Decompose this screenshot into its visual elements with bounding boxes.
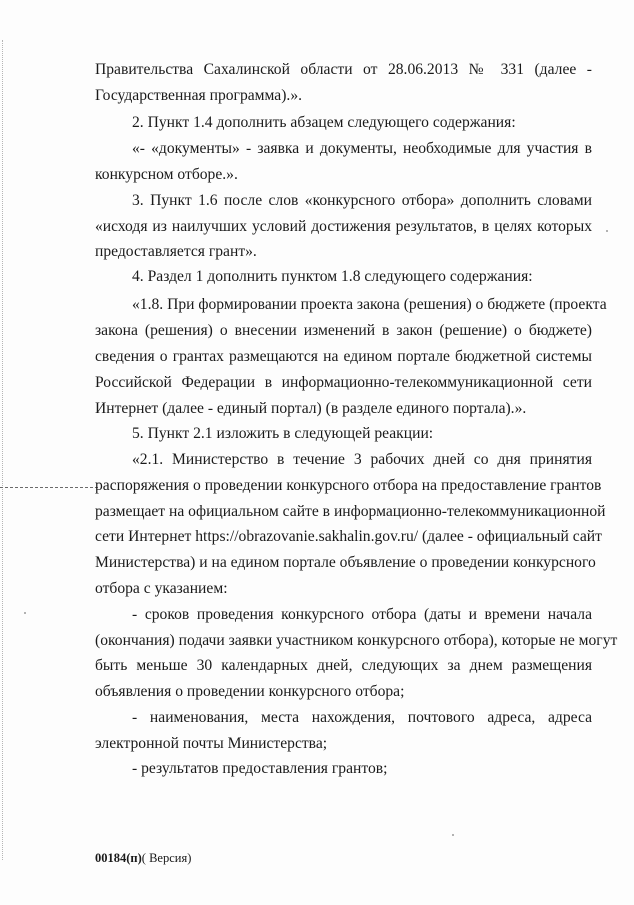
text-line: конкурсном отборе.».	[95, 166, 238, 183]
text-line: объявления о проведении конкурсного отбора;	[95, 683, 405, 700]
text-line: Правительства Сахалинской области от 28.06.2013 № 331 (далее -	[95, 61, 592, 78]
text-line: Интернет (далее - единый портал) (в разделе единого портала).».	[95, 400, 527, 417]
text-line: распоряжения о проведении конкурсного отбора на предоставление грантов	[95, 477, 602, 494]
document-footer	[95, 850, 191, 866]
text-line: Российской Федерации в информационно-телекоммуникационной сети	[95, 374, 592, 391]
paragraph-heading: 5. Пункт 2.1 изложить в следующей реакции:	[132, 425, 434, 442]
text-line: предоставляется грант».	[95, 243, 257, 260]
text-line: закона (решения) о внесении изменений в закон (решение) о бюджете)	[95, 322, 592, 339]
text-line: Министерства) и на едином портале объявление о проведении конкурсного	[95, 554, 596, 571]
text-line: «1.8. При формировании проекта закона (решения) о бюджете (проекта	[132, 296, 607, 313]
scan-speck	[24, 612, 26, 614]
paragraph-heading: 3. Пункт 1.6 после слов «конкурсного отбора» дополнить словами	[132, 192, 592, 209]
margin-cut-line	[0, 487, 98, 488]
list-item: - результатов предоставления грантов;	[132, 760, 388, 777]
text-line: Государственная программа).».	[95, 87, 303, 104]
document-version: ( Версия)	[141, 851, 192, 865]
list-item: - наименования, места нахождения, почтового адреса, адреса	[132, 709, 592, 726]
text-line: отбора с указанием:	[95, 580, 228, 597]
text-line: сведения о грантах размещаются на едином портале бюджетной системы	[95, 348, 592, 365]
text-line: размещает на официальном сайте в информационно-телекоммуникационной	[95, 503, 606, 520]
text-line: быть меньше 30 календарных дней, следующих за днем размещения	[95, 657, 592, 674]
margin-perforation	[2, 40, 5, 860]
scan-speck	[452, 834, 454, 836]
scan-speck	[606, 230, 608, 232]
text-line: (окончания) подачи заявки участником конкурсного отбора), которые не могут	[95, 632, 618, 649]
paragraph-heading: 4. Раздел 1 дополнить пунктом 1.8 следующего содержания:	[132, 268, 533, 285]
list-item: - сроков проведения конкурсного отбора (даты и времени начала	[132, 606, 592, 623]
text-line: «исходя из наилучших условий достижения результатов, в целях которых	[95, 218, 592, 235]
text-line: «2.1. Министерство в течение 3 рабочих дней со дня принятия	[132, 451, 592, 468]
paragraph-heading: 2. Пункт 1.4 дополнить абзацем следующего содержания:	[132, 114, 516, 131]
text-line: электронной почты Министерства;	[95, 735, 328, 752]
document-code: 00184(п)	[95, 851, 142, 865]
text-line: «- «документы» - заявка и документы, необходимые для участия в	[132, 140, 592, 157]
text-line: сети Интернет https://obrazovanie.sakhalin.gov.ru/ (далее - официальный сайт	[95, 528, 602, 545]
